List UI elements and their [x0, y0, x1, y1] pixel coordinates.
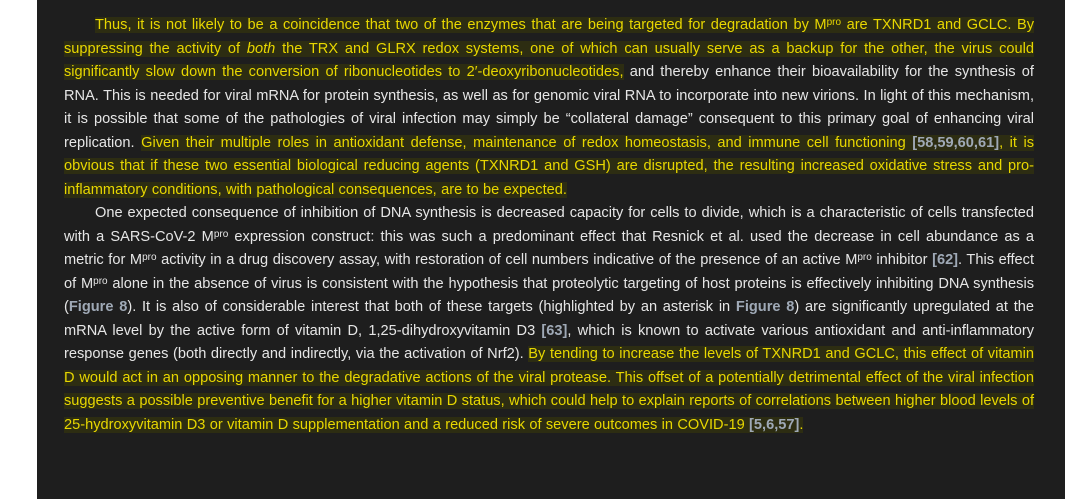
citation-link[interactable]: [63] [541, 322, 568, 339]
citation-link[interactable]: [5,6,57] [749, 416, 800, 433]
mpro-superscript: pro [826, 17, 842, 28]
p2-text-1: One expected consequence of inhibition of DNA synthesis is decreased capacity for cells to divide, which is a characteristic of cells transfected with a SARS-CoV-2 M [64, 205, 1034, 245]
mpro-superscript: pro [93, 275, 108, 287]
mpro-superscript: pro [142, 252, 157, 263]
p1-text-2: are TXNRD1 and GCLC. By suppressing the activity of [64, 17, 1034, 57]
p2-text-5: . This effect of M [64, 252, 1034, 292]
p2-text-10: By tending to increase the levels of TXNRD1 and GCLC, this effect of vitamin D would act in an opposing manner to the degradative actions of the viral protease. This offset of a potentially detrimental effect of the viral infection suggests a possible preventive benefit for a higher vitamin D status, which could help to explain reports of correlations between higher blood levels of 25-hydroxyvitamin D3 or vitamin D supplementation and a reduced risk of severe outcomes in COVID-19 [64, 346, 1035, 433]
p1-text-4: Given their multiple roles in antioxidant defense, maintenance of redox homeostasis, and immune cell functioning [141, 134, 913, 151]
p2-text-7: ). It is also of considerable interest that both of these targets (highlighted by an asterisk in [127, 299, 736, 315]
citation-link[interactable]: [62] [932, 252, 959, 268]
p1-text-5: , it is obvious that if these two essential biological reducing agents (TXNRD1 and GSH) are disrupted, the resulting increased oxidative stress and pro-inflammatory conditions, with pathological consequences, are to be expected. [64, 134, 1034, 198]
p2-text-3: activity in a drug discovery assay, with restoration of cell numbers indicative of the presence of an active M [156, 252, 858, 268]
figure-link[interactable]: Figure 8 [68, 299, 128, 315]
mpro-superscript: pro [213, 228, 229, 240]
paragraph-2 [64, 202, 1034, 437]
p1-text-1: Thus, it is not likely to be a coincidence that two of the enzymes that are being targeted for degradation by M [95, 17, 827, 33]
p2-text-6: alone in the absence of virus is consistent with the hypothesis that proteolytic targeting of host proteins is effectively inhibiting DNA synthesis ( [64, 275, 1035, 315]
p2-text-9: , which is known to activate various antioxidant and anti-inflammatory response genes (both directly and indirectly, via the activation of Nrf2). [64, 322, 1034, 362]
p2-text-4: inhibitor [871, 252, 933, 268]
figure-link[interactable]: Figure 8 [735, 299, 795, 315]
citation-link[interactable]: [58,59,60,61] [912, 134, 1000, 151]
article-body [64, 14, 1034, 437]
mpro-superscript: pro [857, 252, 872, 263]
emphasis-both: both [246, 40, 276, 57]
p2-text-11: . [799, 416, 804, 433]
paragraph-1 [64, 14, 1034, 202]
p2-text-2: expression construct: this was such a predominant effect that Resnick et al. used the decrease in cell abundance as a metric for M [64, 228, 1035, 268]
highlight-2 [64, 135, 1034, 198]
p2-text-8: ) are significantly upregulated at the mRNA level by the active form of vitamin D, 1,25-dihydroxyvitamin D3 [64, 299, 1034, 339]
p1-plain-text: and thereby enhance their bioavailability for the synthesis of RNA. This is needed for viral mRNA for protein synthesis, as well as for genomic viral RNA to incorporate into new virions. In light of this mechanism, it is possible that some of the pathologies of viral infection may simply be “collateral damage” consequent to this primary goal of enhancing viral replication. [64, 64, 1034, 151]
p1-text-3: the TRX and GLRX redox systems, one of which can usually serve as a backup for the other, the virus could significantly slow down the conversion of ribonucleotides to 2′-deoxyribonucleotides, [64, 40, 1034, 80]
